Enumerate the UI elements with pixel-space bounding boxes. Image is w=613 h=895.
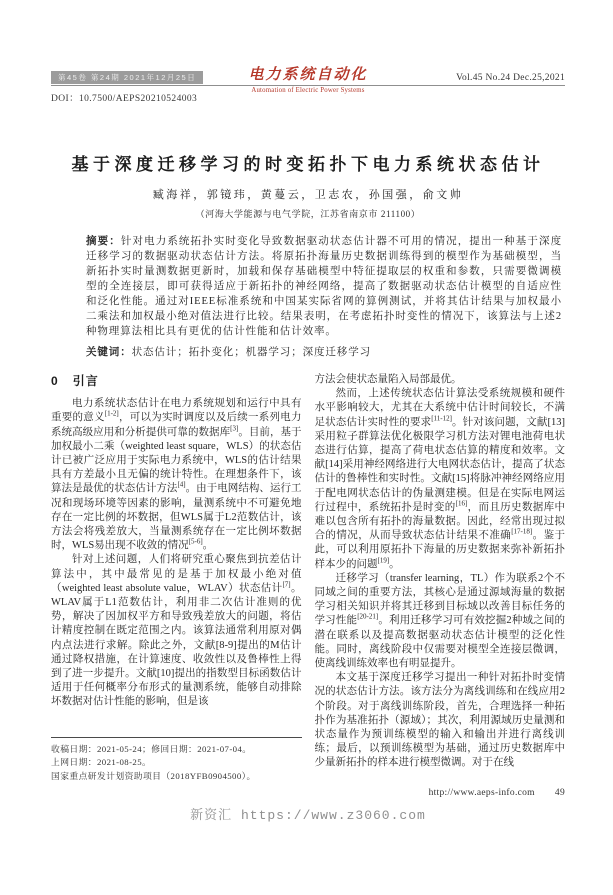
- footer-right: [51, 788, 565, 798]
- page-footer: [51, 788, 565, 823]
- keywords-block: [86, 345, 562, 360]
- body-paragraph: 针对上述问题，人们将研究重心聚焦到抗差估计算法中，其中最常见的是基于加权最小绝对值（weighted least absolute value，WLAV）状态估计[7]。WLAV属于L1范数估计，利用非二次估计准则的优势，解决了因加权平方和导致残差放大的问题，将估计精度控制在既定范围之内。该算法通常利用原对偶内点法进行求解。除此之外，文献[8-9]提出的M估计通过降权措施，在计算速度、收敛性以及鲁棒性上得到了进一步提升。文献[10]提出的指数型目标函数估计适用于任何概率分布形式的量测系统，能够自动排除坏数据对估计性能的影响，但是该: [51, 554, 302, 708]
- page-number: 49: [554, 788, 565, 798]
- journal-name-en: Automation of Electric Power Systems: [251, 87, 365, 94]
- authors-line: 臧海祥，郭镜玮，黄蔓云，卫志农，孙国强，俞文帅: [152, 189, 464, 201]
- body-columns: [51, 373, 565, 783]
- doi-text: DOI：10.7500/AEPS20210524003: [51, 94, 198, 104]
- issue-info-box: 第45卷 第24期 2021年12月25日: [51, 71, 203, 84]
- paper-title: 基于深度迁移学习的时变拓扑下电力系统状态估计: [71, 155, 545, 174]
- body-paragraph: 然而，上述传统状态估计算法受系统规模和硬件水平影响较大，尤其在大系统中估计时间较长，不满足状态估计实时性的要求[11-12]。针对该问题，文献[13]采用粒子群算法优化极限学习机方法对锂电池荷电状态进行估算，提高了荷电状态估算的精度和效率。文献[14]采用神经网络进行大电网状态估计，提高了状态估计的鲁棒性和实时性。文献[15]将脉冲神经网络应用于配电网状态估计的伪量测建模。但是在实际电网运行过程中，系统拓扑是时变的[16]，而且历史数据库中难以包含所有拓扑的海量数据。因此，经常出现过拟合的情况，从而导致状态估计结果不准确[17-18]。鉴于此，可以利用原拓扑下海量的历史数据来弥补新拓扑样本少的问题[19]。: [314, 388, 565, 570]
- footnote-line: 收稿日期：2021-05-24；修回日期：2021-07-04。: [51, 743, 252, 754]
- section-heading: [51, 374, 302, 388]
- watermark-text: 新资汇 https://www.z3060.com: [190, 808, 426, 823]
- journal-logo: [213, 67, 403, 95]
- footnote-line: 国家重点研发计划资助项目（2018YFB0904500）。: [51, 770, 256, 781]
- body-paragraph: 方法会使状态量陷入局部最优。: [314, 374, 462, 385]
- keywords-text: 状态估计；拓扑变化；机器学习；深度迁移学习: [131, 347, 372, 358]
- footnote-line: 上网日期：2021-08-25。: [51, 757, 152, 767]
- body-paragraph: 迁移学习（transfer learning，TL）作为联系2个不同域之间的重要方法，其核心是通过源域海量的数据学习相关知识并将其迁移到目标域以改善目标任务的学习性能[20-21]。利用迁移学习可有效挖掘2种域之间的潜在联系以及提高数据驱动状态估计模型的泛化性能。同时，离线阶段中仅需要对模型全连接层微调，使离线训练效率也有明显提升。: [314, 572, 565, 670]
- affiliation-line: （河海大学能源与电气学院，江苏省南京市 211100）: [195, 209, 421, 219]
- abstract-label: 摘要：: [86, 235, 121, 247]
- abstract-text: 针对电力系统拓扑实时变化导致数据驱动状态估计器不可用的情况，提出一种基于深度迁移学习的数据驱动状态估计方法。将原拓扑海量历史数据训练得到的模型作为基础模型，当新拓扑实时量测数据更新时，加载和保存基础模型中特征提取层的权重和参数，只需要微调模型的全连接层，即可获得适应于新拓扑的神经网络，提高了数据驱动状态估计模型的自适应性和泛化性能。通过对IEEE标准系统和中国某实际省网的算例测试，并将其估计结果与加权最小二乘法和加权最小绝对值法进行比较。结果表明，在考虑拓扑时变性的情况下，该算法与上述2种物理算法相比具有更优的估计性能和估计效率。: [86, 236, 563, 337]
- body-paragraph: 本文基于深度迁移学习提出一种针对拓扑时变情况的状态估计方法。该方法分为离线训练和在线应用2个阶段。对于离线训练阶段，首先，合理选择一种拓扑作为基准拓扑（源域）；其次，利用源域历史量测和状态量作为预训练模型的输入和输出并进行离线训练；最后，以预训练模型为基础，通过历史数据库中少量新拓扑的样本进行模型微调。对于在线: [314, 672, 565, 769]
- left-column: [51, 373, 302, 783]
- body-paragraph: 电力系统状态估计在电力系统规划和运行中具有重要的意义[1-2]，可以为实时调度以及后续一系列电力系统高级应用和分析提供可靠的数据库[3]。目前，基于加权最小二乘（weighted least square，WLS）的状态估计已被广泛应用于实际电力系统中，WLS的估计结果具有方差最小且无偏的统计特性。在理想条件下，该算法是最优的状态估计方法[4]。由于电网结构、运行工况和现场环境等因素的影响，量测系统中不可避免地存在一定比例的坏数据，但WLS属于L2范数估计，该方法会将残差放大，当量测系统存在一定比例坏数据时，WLS易出现不收敛的情况[5-6]。: [51, 398, 302, 552]
- footnote-block: [51, 737, 302, 784]
- journal-url: http://www.aeps-info.com: [428, 788, 535, 798]
- section-title: 引言: [72, 374, 99, 388]
- abstract-block: [86, 234, 562, 339]
- journal-header: [51, 67, 565, 116]
- keywords-label: 关键词：: [86, 346, 132, 358]
- paper-page: [0, 67, 613, 895]
- journal-name-cn: 电力系统自动化: [248, 67, 368, 83]
- section-number: 0: [51, 374, 59, 388]
- right-column: [315, 373, 566, 783]
- volume-info: Vol.45 No.24 Dec.25,2021: [456, 73, 565, 83]
